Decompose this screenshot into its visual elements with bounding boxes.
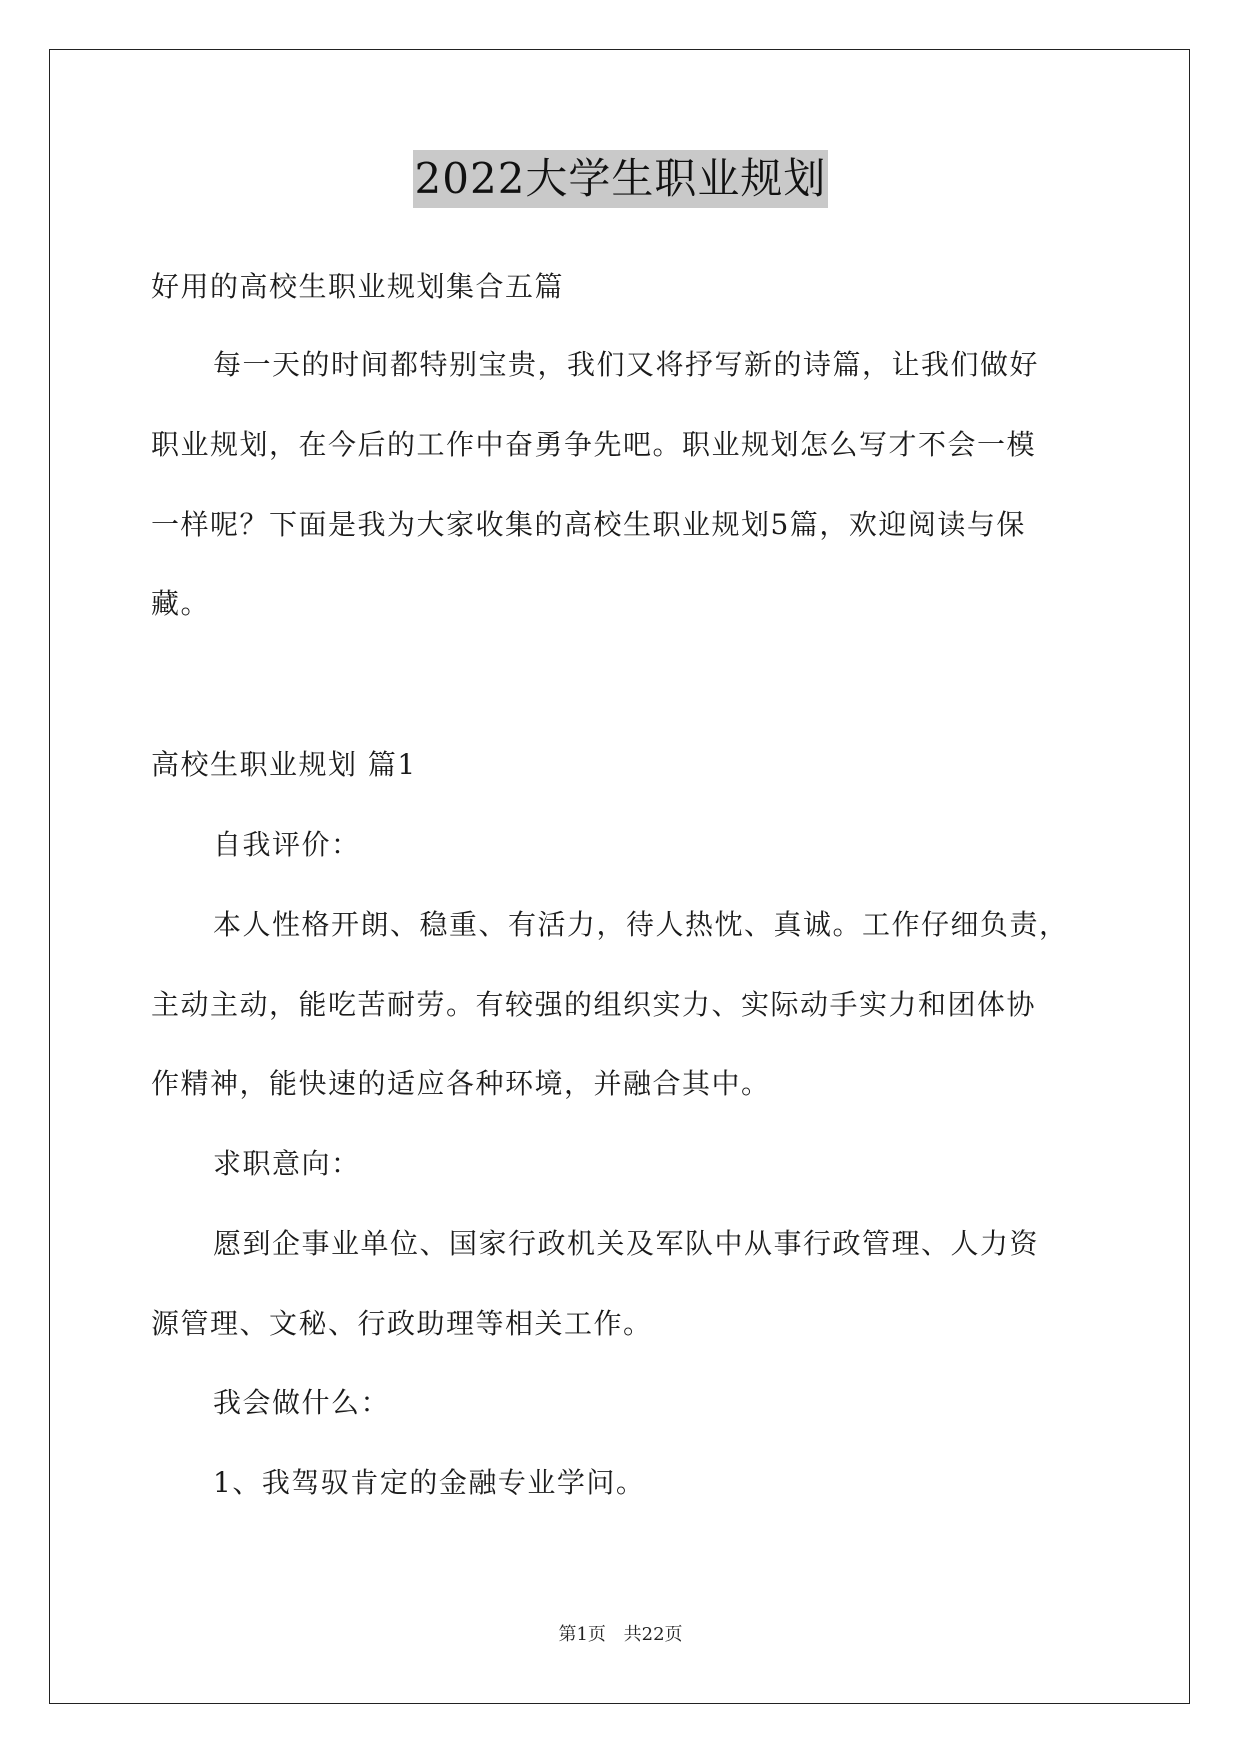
intro-line-2: 职业规划，在今后的工作中奋勇争先吧。职业规划怎么写才不会一模 xyxy=(151,428,1037,461)
intent-label: 求职意向： xyxy=(213,1147,361,1180)
intent-line-1: 愿到企事业单位、国家行政机关及军队中从事行政管理、人力资 xyxy=(213,1227,1040,1260)
skills-label: 我会做什么： xyxy=(213,1386,391,1419)
self-eval-line-2: 主动主动，能吃苦耐劳。有较强的组织实力、实际动手实力和团体协 xyxy=(151,988,1037,1021)
skills-item-1: 1、我驾驭肯定的金融专业学问。 xyxy=(213,1466,646,1499)
self-eval-label: 自我评价： xyxy=(213,828,361,861)
document-title: 2022大学生职业规划 xyxy=(413,150,829,208)
self-eval-line-3: 作精神，能快速的适应各种环境，并融合其中。 xyxy=(151,1067,771,1100)
intent-line-2: 源管理、文秘、行政助理等相关工作。 xyxy=(151,1307,653,1340)
section-heading: 高校生职业规划 篇1 xyxy=(151,748,417,781)
page-current: 第1页 xyxy=(558,1624,606,1645)
title-container xyxy=(0,150,1241,208)
document-subtitle: 好用的高校生职业规划集合五篇 xyxy=(151,270,565,303)
intro-line-4: 藏。 xyxy=(151,587,211,620)
intro-line-1: 每一天的时间都特别宝贵，我们又将抒写新的诗篇，让我们做好 xyxy=(213,348,1040,381)
page-total: 共22页 xyxy=(623,1624,683,1645)
page-footer xyxy=(0,1623,1241,1647)
self-eval-line-1: 本人性格开朗、稳重、有活力，待人热忱、真诚。工作仔细负责， xyxy=(213,908,1069,941)
intro-line-3: 一样呢？下面是我为大家收集的高校生职业规划5篇，欢迎阅读与保 xyxy=(151,508,1026,541)
